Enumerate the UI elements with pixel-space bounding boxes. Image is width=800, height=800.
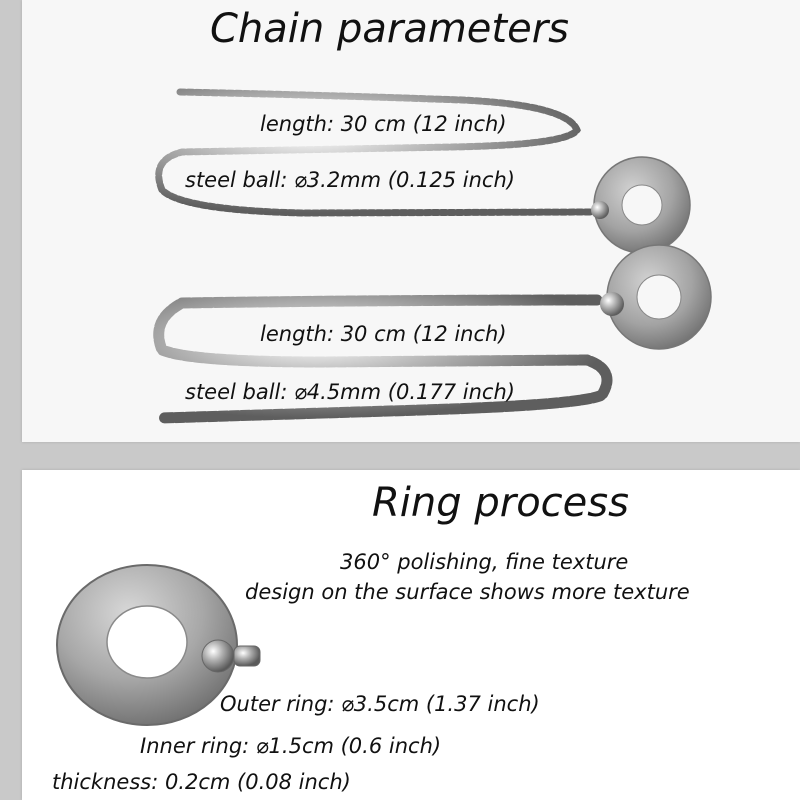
- ring-process-title: Ring process: [372, 480, 629, 526]
- small-chain-ball: steel ball: ⌀3.2mm (0.125 inch): [185, 168, 515, 192]
- ring-desc-line2: design on the surface shows more texture: [245, 580, 690, 604]
- chain-parameters-title: Chain parameters: [210, 6, 569, 52]
- small-chain-length: length: 30 cm (12 inch): [260, 112, 507, 136]
- large-ring: [600, 245, 711, 349]
- large-chain-length: length: 30 cm (12 inch): [260, 322, 507, 346]
- large-chain-ball: steel ball: ⌀4.5mm (0.177 inch): [185, 380, 515, 404]
- chain-parameters-panel: [22, 0, 800, 442]
- small-ring: [591, 157, 690, 253]
- thickness-spec: thickness: 0.2cm (0.08 inch): [52, 770, 351, 794]
- ring-process-panel: [22, 470, 800, 800]
- small-chain: [159, 92, 592, 213]
- chain-photo: [22, 0, 800, 442]
- outer-ring-spec: Outer ring: ⌀3.5cm (1.37 inch): [220, 692, 540, 716]
- inner-ring-spec: Inner ring: ⌀1.5cm (0.6 inch): [140, 734, 442, 758]
- ring-desc-line1: 360° polishing, fine texture: [340, 550, 629, 574]
